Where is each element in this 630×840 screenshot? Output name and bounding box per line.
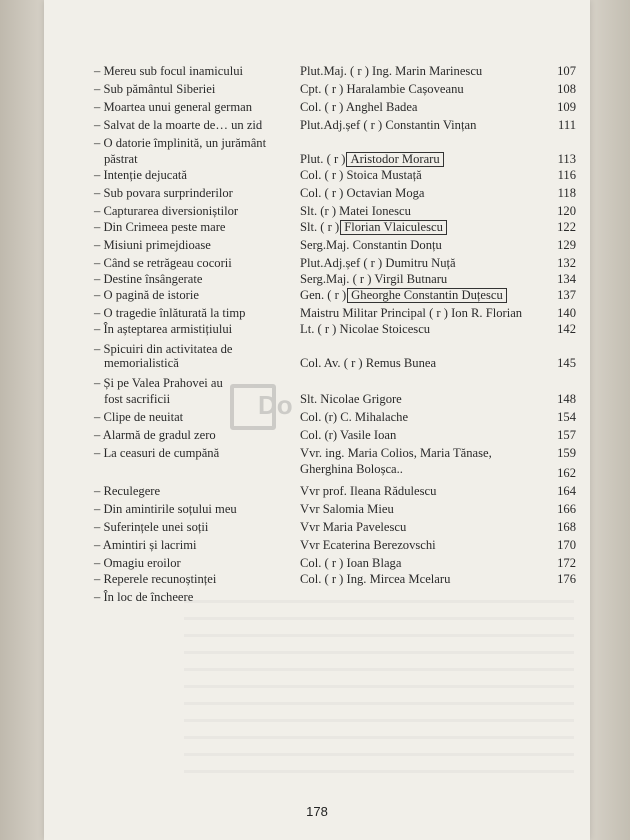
toc-entry-page: 134 [557, 272, 576, 286]
toc-entry-title: – În loc de încheere [94, 590, 194, 604]
toc-entry-title: – Omagiu eroilor [94, 556, 181, 570]
author-rank: Slt. ( r ) [300, 220, 340, 234]
toc-entry-title: – Sub pământul Siberiei [94, 82, 216, 96]
toc-entry-page: 145 [557, 356, 576, 370]
toc-entry-page: 107 [557, 64, 576, 78]
toc-entry-title: – Reculegere [94, 484, 161, 498]
toc-entry-title: – Clipe de neuitat [94, 410, 184, 424]
bleed-through-line [184, 634, 574, 637]
toc-entry-author: Plut.Adj.șef ( r ) Constantin Vințan [300, 118, 477, 132]
toc-entry-title: – Moartea unui general german [94, 100, 253, 114]
toc-entry-page: 140 [557, 306, 576, 320]
toc-entry-author [300, 220, 447, 235]
toc-entry-author: Col. ( r ) Ing. Mircea Mcelaru [300, 572, 451, 586]
author-name-boxed: Florian Vlaiculescu [340, 220, 447, 235]
toc-entry-author: Col. Av. ( r ) Remus Bunea [300, 356, 437, 370]
toc-entry-title: – Misiuni primejdioase [94, 238, 211, 252]
toc-entry-title: – O datorie împlinită, un jurământ [94, 136, 267, 150]
toc-entry-author: Vvr prof. Ileana Rădulescu [300, 484, 437, 498]
toc-entry-title: păstrat [104, 152, 138, 166]
toc-entry-title: – Când se retrăgeau cocorii [94, 256, 232, 270]
toc-entry-page: 168 [557, 520, 576, 534]
toc-entry-page: 166 [557, 502, 576, 516]
toc-entry-author: Serg.Maj. Constantin Donțu [300, 238, 442, 252]
toc-entry-page: 113 [557, 152, 576, 166]
toc-entry-title: – Capturarea diversioniștilor [94, 204, 239, 218]
toc-entry-title: – Suferințele unei soții [94, 520, 209, 534]
toc-entry-author: Plut.Maj. ( r ) Ing. Marin Marinescu [300, 64, 483, 78]
toc-entry-author: Vvr Ecaterina Berezovschi [300, 538, 436, 552]
toc-entry-author: Col. ( r ) Octavian Moga [300, 186, 425, 200]
toc-entry-page: 122 [557, 220, 576, 234]
toc-entry-author: Vvr. ing. Maria Colios, Maria Tănase, [300, 446, 492, 460]
toc-entry-author: Maistru Militar Principal ( r ) Ion R. Florian [300, 306, 523, 320]
author-rank: Plut. ( r ) [300, 152, 346, 166]
bleed-through-line [184, 668, 574, 671]
bleed-through-line [184, 719, 574, 722]
toc-entry-title: – Alarmă de gradul zero [94, 428, 216, 442]
bleed-through-line [184, 600, 574, 603]
author-name-boxed: Gheorghe Constantin Duțescu [347, 288, 507, 303]
toc-entry-page: 108 [557, 82, 576, 96]
bleed-through-line [184, 617, 574, 620]
page-gutter-right [590, 0, 630, 840]
book-page [44, 0, 590, 840]
toc-entry-page: 148 [557, 392, 576, 406]
toc-entry-page: 111 [558, 118, 576, 132]
toc-entry-author: Col. ( r ) Ioan Blaga [300, 556, 402, 570]
toc-entry-author: Plut.Adj.șef ( r ) Dumitru Nuță [300, 256, 456, 270]
toc-entry-page: 129 [557, 238, 576, 252]
watermark-logo: Do [230, 384, 350, 436]
toc-entry-page: 159 [557, 446, 576, 460]
toc-entry-page: 109 [557, 100, 576, 114]
bleed-through-line [184, 736, 574, 739]
toc-entry-page: 164 [557, 484, 576, 498]
toc-entry-title: – Intenție dejucată [94, 168, 188, 182]
page-gutter-left [0, 0, 44, 840]
toc-entry-page: 116 [557, 168, 576, 182]
toc-entry-page: 142 [557, 322, 576, 336]
toc-entry-title: – Din amintirile soțului meu [94, 502, 237, 516]
toc-entry-title: – O tragedie înlăturată la timp [94, 306, 246, 320]
bleed-through-line [184, 770, 574, 773]
toc-entry-author: Cpt. ( r ) Haralambie Cașoveanu [300, 82, 464, 96]
bleed-through-line [184, 753, 574, 756]
toc-entry-title: – Mereu sub focul inamicului [94, 64, 243, 78]
toc-entry-author: Vvr Maria Pavelescu [300, 520, 407, 534]
toc-entry-page: 162 [557, 466, 576, 480]
toc-entry-page: 154 [557, 410, 576, 424]
toc-entry-page: 118 [557, 186, 576, 200]
toc-entry-title: – Și pe Valea Prahovei au [94, 376, 223, 390]
toc-entry-title: – Sub povara surprinderilor [94, 186, 233, 200]
author-name-boxed: Aristodor Moraru [346, 152, 443, 167]
toc-entry-author: Gherghina Boloșca.. [300, 462, 403, 476]
toc-entry-author: Vvr Salomia Mieu [300, 502, 394, 516]
toc-entry-title: – În așteptarea armistițiului [94, 322, 233, 336]
toc-entry-author: Col. ( r ) Anghel Badea [300, 100, 418, 114]
toc-entry-title: – Spicuiri din activitatea de [94, 342, 233, 356]
bleed-through-line [184, 702, 574, 705]
toc-entry-author [300, 288, 507, 303]
toc-entry-page: 170 [557, 538, 576, 552]
page-number: 178 [306, 804, 328, 819]
toc-entry-author: Slt. (r ) Matei Ionescu [300, 204, 411, 218]
toc-entry-title: – Reperele recunoștinței [94, 572, 217, 586]
toc-entry-author: Slt. Nicolae Grigore [300, 392, 402, 406]
toc-entry-author: Lt. ( r ) Nicolae Stoicescu [300, 322, 431, 336]
toc-entry-title: – Destine însângerate [94, 272, 203, 286]
toc-entry-title: – Salvat de la moarte de… un zid [94, 118, 263, 132]
toc-entry-title: memorialistică [104, 356, 179, 370]
toc-entry-page: 137 [557, 288, 576, 302]
toc-entry-author: Serg.Maj. ( r ) Virgil Butnaru [300, 272, 448, 286]
toc-entry-title: – O pagină de istorie [94, 288, 199, 302]
bleed-through-line [184, 685, 574, 688]
toc-entry-page: 176 [557, 572, 576, 586]
toc-entry-author: Col. (r) Vasile Ioan [300, 428, 397, 442]
toc-entry-author: Col. (r) C. Mihalache [300, 410, 409, 424]
bleed-through-line [184, 651, 574, 654]
toc-entry-title: – Amintiri și lacrimi [94, 538, 197, 552]
toc-entry-page: 172 [557, 556, 576, 570]
author-rank: Gen. ( r ) [300, 288, 347, 302]
toc-entry-author [300, 152, 444, 167]
toc-entry-title: – La ceasuri de cumpănă [94, 446, 220, 460]
toc-entry-title: – Din Crimeea peste mare [94, 220, 226, 234]
toc-entry-author: Col. ( r ) Stoica Mustață [300, 168, 422, 182]
toc-entry-page: 157 [557, 428, 576, 442]
toc-entry-page: 132 [557, 256, 576, 270]
toc-entry-page: 120 [557, 204, 576, 218]
toc-entry-title: fost sacrificii [104, 392, 171, 406]
